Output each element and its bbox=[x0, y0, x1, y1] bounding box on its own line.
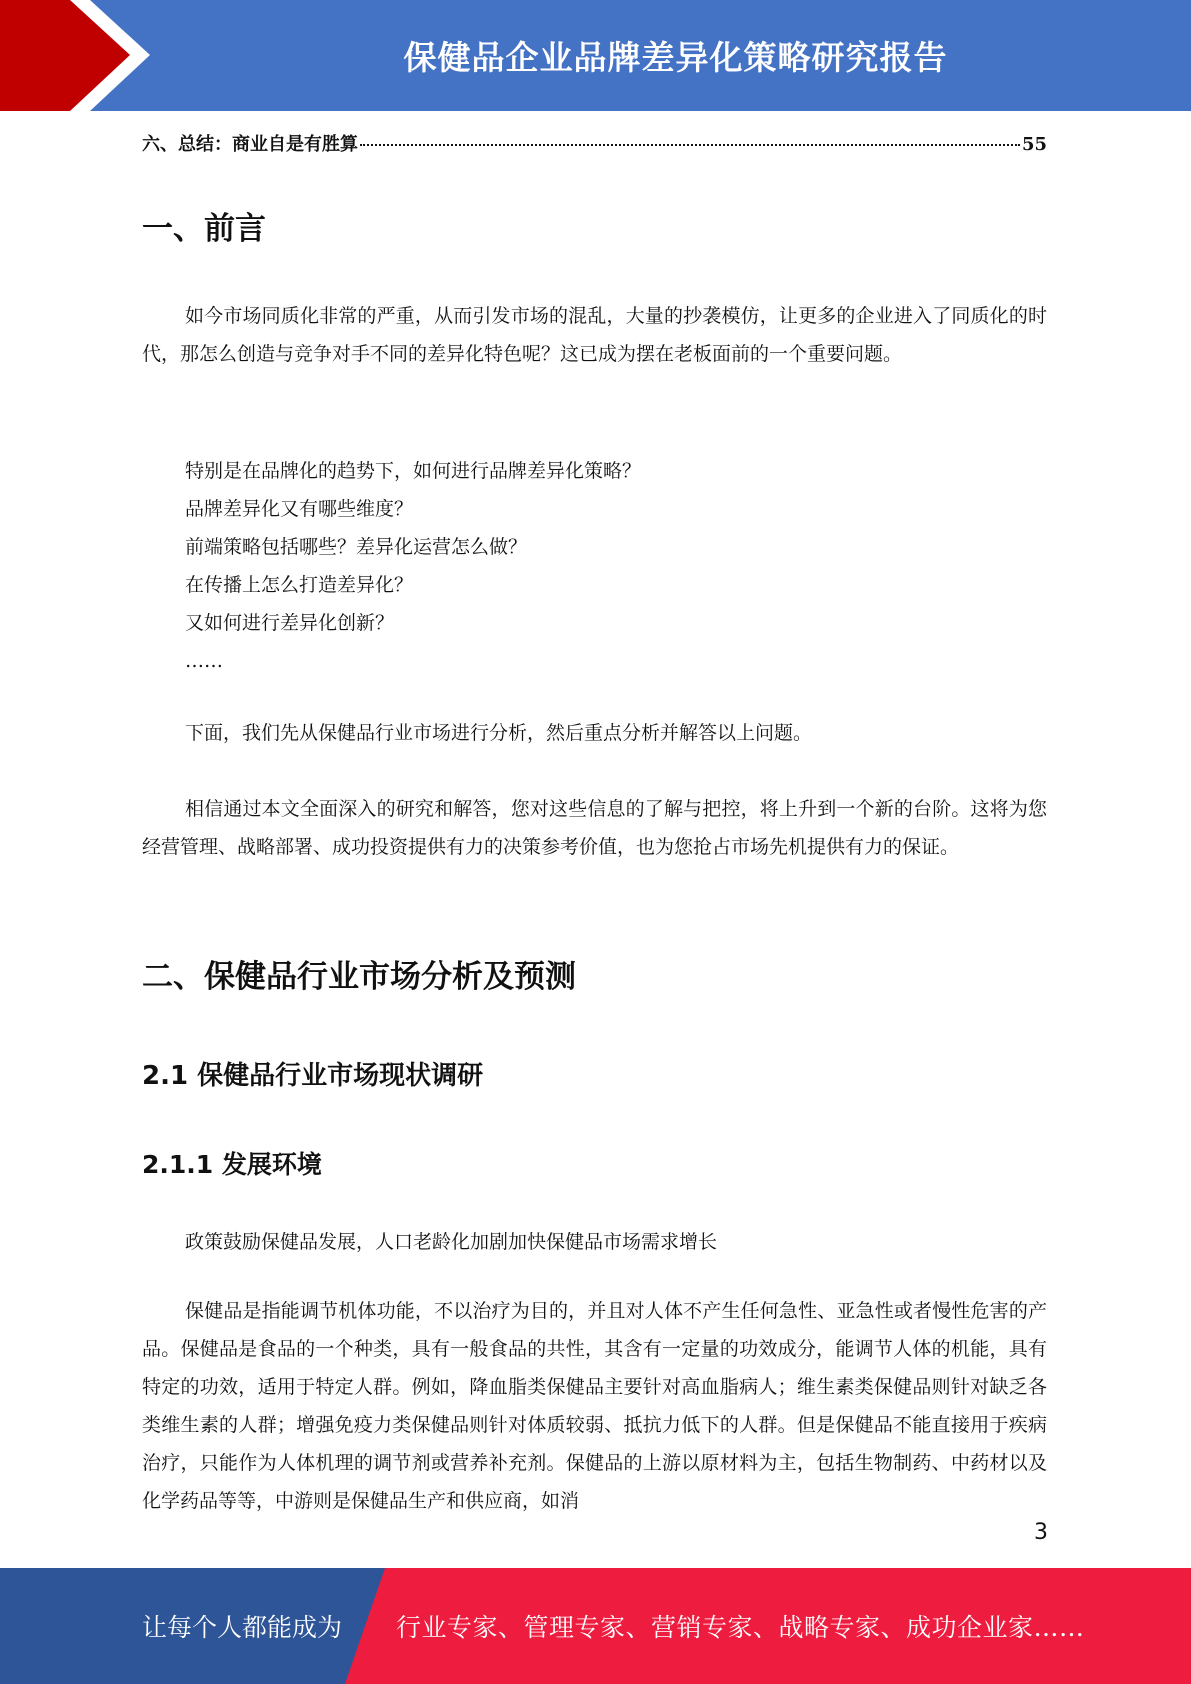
question-item: 前端策略包括哪些？差异化运营怎么做？ bbox=[185, 536, 528, 558]
section-heading-market: 二、保健品行业市场分析及预测 bbox=[142, 959, 576, 995]
toc-entry-label: 六、总结：商业自是有胜算 bbox=[142, 134, 358, 155]
question-item: 品牌差异化又有哪些维度？ bbox=[185, 498, 414, 520]
subsection-heading-2-1: 2.1 保健品行业市场现状调研 bbox=[142, 1061, 484, 1091]
header-arrow-decoration bbox=[0, 0, 200, 111]
toc-entry[interactable] bbox=[142, 130, 1047, 156]
report-title: 保健品企业品牌差异化策略研究报告 bbox=[403, 38, 948, 77]
preface-paragraph-3: 相信通过本文全面深入的研究和解答，您对这些信息的了解与把控，将上升到一个新的台阶。这将为您经营管理、战略部署、成功投资提供有力的决策参考价值，也为您抢占市场先机提供有力的保证。 bbox=[142, 798, 1047, 858]
footer-slogan-right: 行业专家、管理专家、营销专家、战略专家、成功企业家…… bbox=[396, 1613, 1085, 1642]
question-list bbox=[185, 452, 641, 680]
question-item: 在传播上怎么打造差异化？ bbox=[185, 574, 414, 596]
page-number: 3 bbox=[1034, 1520, 1048, 1545]
footer-banner bbox=[0, 1568, 1191, 1684]
preface-paragraph-1: 如今市场同质化非常的严重，从而引发市场的混乱，大量的抄袭模仿，让更多的企业进入了同质化的时代，那怎么创造与竞争对手不同的差异化特色呢？这已成为摆在老板面前的一个重要问题。 bbox=[142, 305, 1047, 365]
environment-paragraph-2: 保健品是指能调节机体功能，不以治疗为目的，并且对人体不产生任何急性、亚急性或者慢性危害的产品。保健品是食品的一个种类，具有一般食品的共性，其含有一定量的功效成分，能调节人体的机能，具有特定的功效，适用于特定人群。例如，降血脂类保健品主要针对高血脂病人；维生素类保健品则针对缺乏各类维生素的人群；增强免疫力类保健品则针对体质较弱、抵抗力低下的人群。但是保健品不能直接用于疾病治疗，只能作为人体机理的调节剂或营养补充剂。保健品的上游以原材料为主，包括生物制药、中药材以及化学药品等等，中游则是保健品生产和供应商，如消 bbox=[142, 1300, 1047, 1512]
question-item: …… bbox=[185, 650, 223, 672]
section-heading-preface: 一、前言 bbox=[142, 211, 266, 247]
environment-paragraph-1: 政策鼓励保健品发展，人口老龄化加剧加快保健品市场需求增长 bbox=[185, 1231, 718, 1253]
subsection-heading-2-1-1: 2.1.1 发展环境 bbox=[142, 1150, 322, 1179]
footer-slogan-left: 让每个人都能成为 bbox=[142, 1613, 343, 1642]
question-item: 又如何进行差异化创新？ bbox=[185, 612, 395, 634]
toc-entry-page: 55 bbox=[1021, 134, 1047, 155]
question-item: 特别是在品牌化的趋势下，如何进行品牌差异化策略？ bbox=[185, 460, 642, 482]
header-banner bbox=[0, 0, 1191, 111]
toc-leader-dots bbox=[360, 144, 1020, 146]
preface-paragraph-2: 下面，我们先从保健品行业市场进行分析，然后重点分析并解答以上问题。 bbox=[185, 722, 813, 744]
